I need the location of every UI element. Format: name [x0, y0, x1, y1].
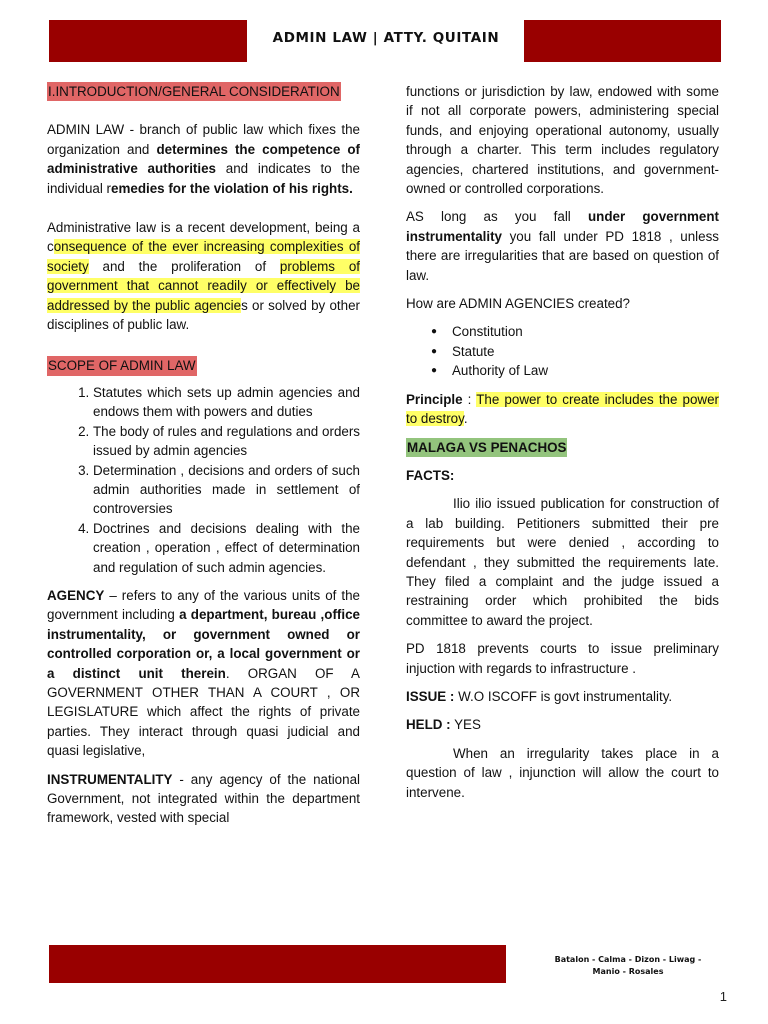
list-item: 4. Doctrines and decisions dealing with the creation , operation , effect of determination and regulation of such admin agencies.	[93, 519, 360, 577]
page-number: 1	[719, 989, 727, 1004]
admin-law-definition: ADMIN LAW - branch of public law which fixes the organization and determines the competence of administrative authorities and indicates to the individual remedies for the violation of his rights.	[47, 122, 360, 196]
scope-heading: SCOPE OF ADMIN LAW	[47, 356, 197, 375]
principle-statement: Principle : The power to create includes the power to destroy.	[406, 391, 720, 427]
list-item: 1. Statutes which sets up admin agencies and endows them with powers and duties	[93, 383, 360, 422]
held-line: HELD : YES	[406, 717, 481, 733]
header-bar-left	[49, 20, 247, 62]
list-item: ● Constitution	[452, 322, 719, 341]
held-explanation: When an irregularity takes place in a question of law , injunction will allow the court to intervene.	[406, 745, 719, 800]
instrumentality-continued: functions or jurisdiction by law, endowed with some if not all corporate powers, administering special funds, and enjoying operational autonomy, usually through a charter. This term includes regulatory agencies, chartered institutions, and government-owned or controlled corporations.	[406, 84, 719, 197]
how-created-question: How are ADMIN AGENCIES created?	[406, 296, 631, 312]
scope-list	[47, 383, 360, 577]
facts-text: Ilio ilio issued publication for construction of a lab building. Petitioners submitted their pre requirements but were denied , according to defendant , they submitted the requirements late. They filed a complaint and the judge issued a restraining order which prohibited the bids committee to award the project.	[406, 496, 719, 628]
footer-bar	[49, 945, 506, 983]
creation-list	[406, 322, 719, 380]
intro-heading: I.INTRODUCTION/GENERAL CONSIDERATION	[47, 82, 341, 101]
footer-authors: Batalon - Calma - Dizon - Liwag - Manio - Rosales	[554, 955, 702, 976]
left-column	[47, 82, 360, 828]
header-bar-right	[524, 20, 721, 62]
list-item: ● Statute	[452, 342, 719, 361]
admin-law-development: Administrative law is a recent development, being a consequence of the ever increasing complexities of society and the proliferation of problems of government that cannot readily or effectively be addressed by the public agencies or solved by other disciplines of public law.	[47, 220, 360, 333]
list-item: 3. Determination , decisions and orders of such admin authorities made in settlement of controversies	[93, 461, 360, 519]
right-column	[406, 82, 719, 802]
issue-line: ISSUE : W.O ISCOFF is govt instrumentality.	[406, 688, 673, 704]
facts-label: FACTS:	[406, 467, 455, 483]
pd1818-note: PD 1818 prevents courts to issue preliminary injuction with regards to infrastructure .	[406, 641, 719, 676]
page-header-title: ADMIN LAW | ATTY. QUITAIN	[272, 30, 500, 46]
as-long-paragraph: AS long as you fall under government instrumentality you fall under PD 1818 , unless there are irregularities that are based on question of law.	[406, 209, 719, 283]
case-heading: MALAGA VS PENACHOS	[406, 438, 567, 457]
list-item: ● Authority of Law	[452, 361, 719, 380]
agency-definition: AGENCY – refers to any of the various units of the government including a department, bureau ,office instrumentality, or government owned or controlled corporation or, a local government or a distinct unit therein. ORGAN OF A GOVERNMENT OTHER THAN A COURT , OR LEGISLATURE which affect the rights of private parties. They interact through quasi judicial and quasi legislative,	[47, 587, 360, 759]
list-item: 2. The body of rules and regulations and orders issued by admin agencies	[93, 422, 360, 461]
instrumentality-definition: INSTRUMENTALITY - any agency of the national Government, not integrated within the department framework, vested with special	[47, 771, 360, 826]
